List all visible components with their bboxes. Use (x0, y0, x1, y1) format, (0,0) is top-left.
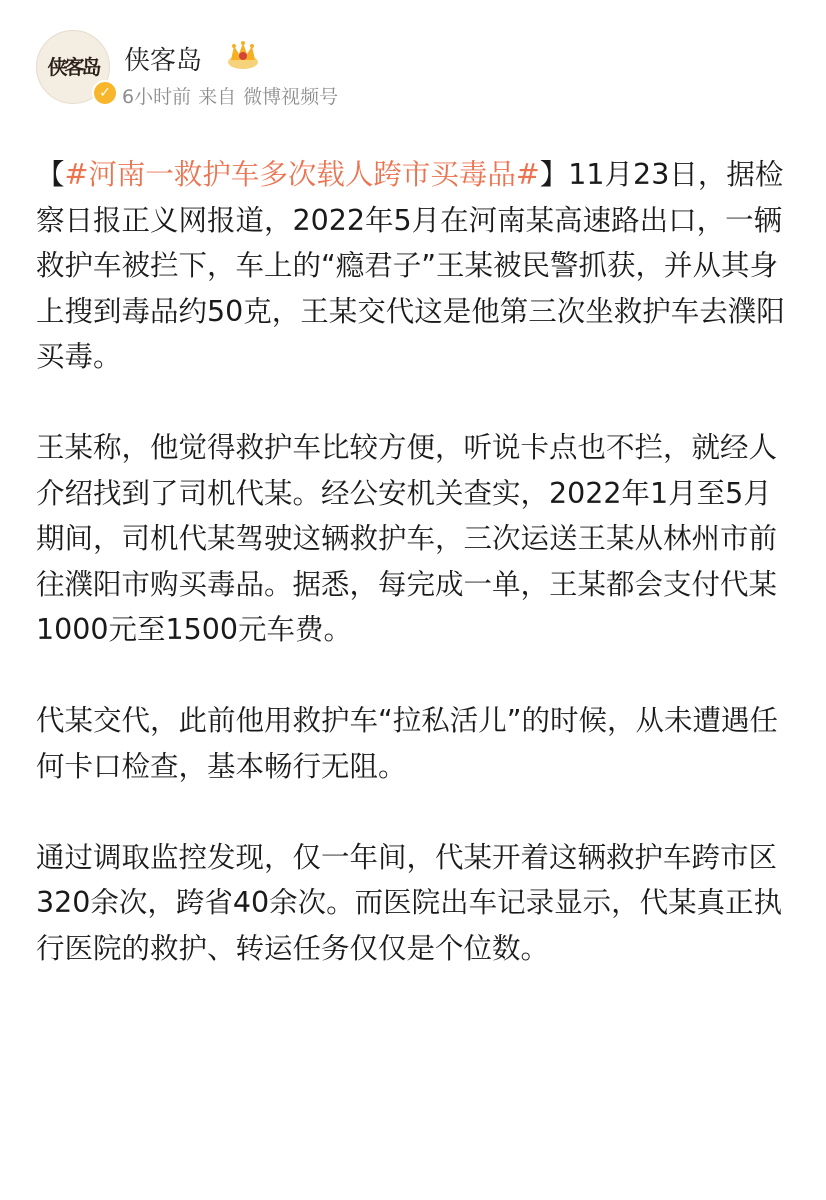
post-body (36, 152, 794, 1017)
hashtag-link[interactable]: #河南一救护车多次载人跨市买毒品# (64, 158, 540, 191)
post-meta (122, 82, 345, 109)
verified-badge-icon: ✓ (92, 80, 118, 106)
paragraph-1-text: 11月23日，据检察日报正义网报道，2022年5月在河南某高速路出口，一辆救护车被拦下，车上的“瘾君子”王某被民警抓获，并从其身上搜到毒品约50克，王某交代这是他第三次坐救护车去濮阳买毒。 (36, 158, 785, 373)
paragraph-1 (36, 152, 794, 380)
post-header (36, 30, 796, 110)
avatar-logo-text: 侠客岛 (47, 55, 99, 79)
post-time: 6小时前 (122, 86, 192, 108)
post-source[interactable]: 微博视频号 (243, 86, 339, 108)
paragraph-3: 代某交代，此前他用救护车“拉私活儿”的时候，从未遭遇任何卡口检查，基本畅行无阻。 (36, 704, 779, 783)
paragraph-4: 通过调取监控发现，仅一年间，代某开着这辆救护车跨市区320余次，跨省40余次。而医院出车记录显示，代某真正执行医院的救护、转运任务仅仅是个位数。 (36, 840, 783, 965)
crown-icon (226, 40, 260, 70)
paragraph-2: 王某称，他觉得救护车比较方便，听说卡点也不拦，就经人介绍找到了司机代某。经公安机关查实，2022年1月至5月期间，司机代某驾驶这辆救护车，三次运送王某从林州市前往濮阳市购买毒品。据悉，每完成一单，王某都会支付代某1000元至1500元车费。 (36, 431, 778, 646)
bracket-open: 【 (36, 158, 65, 191)
user-name[interactable]: 侠客岛 (124, 46, 203, 76)
source-prefix: 来自 (198, 86, 237, 108)
bracket-close: 】 (539, 158, 569, 191)
